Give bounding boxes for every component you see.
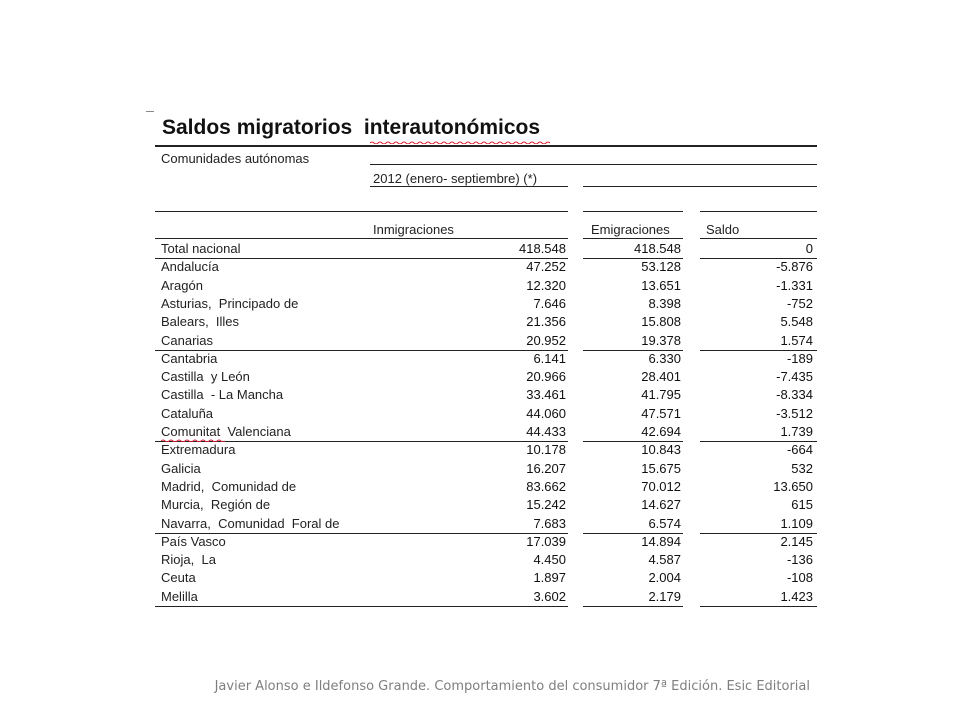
cell-inmigraciones: 1.897 — [533, 570, 566, 586]
row-label: Total nacional — [161, 241, 241, 256]
cell-emigraciones: 14.894 — [641, 533, 681, 549]
cell-emigraciones: 4.587 — [648, 552, 681, 568]
row-label: Ceuta — [161, 570, 196, 586]
cell-saldo: -1.331 — [776, 277, 813, 293]
spellcheck-underline — [370, 141, 550, 144]
cell-saldo: -664 — [786, 442, 813, 458]
cell-emigraciones: 2.179 — [648, 588, 681, 604]
cell-emigraciones: 19.378 — [641, 332, 681, 348]
cell-inmigraciones: 15.242 — [526, 497, 566, 513]
header-rule — [155, 238, 568, 239]
header-rule — [370, 164, 817, 165]
row-label: Aragón — [161, 277, 203, 293]
cell-emigraciones: 14.627 — [641, 497, 681, 513]
cell-inmigraciones: 7.646 — [533, 295, 566, 311]
header-rule — [700, 238, 817, 239]
row-label: Balears, Illes — [161, 314, 240, 330]
header-rule — [370, 186, 568, 187]
cell-emigraciones: 42.694 — [641, 424, 681, 439]
row-label: Galicia — [161, 460, 201, 476]
cell-inmigraciones: 83.662 — [526, 478, 566, 494]
cell-saldo: 1.109 — [780, 515, 813, 531]
cell-saldo: -752 — [786, 295, 813, 311]
cell-inmigraciones: 20.952 — [526, 332, 566, 348]
cell-inmigraciones: 12.320 — [526, 277, 566, 293]
cell-inmigraciones: 6.141 — [533, 350, 566, 366]
cell-inmigraciones: 21.356 — [526, 314, 566, 330]
period-label: 2012 (enero- septiembre) (*) — [373, 171, 538, 186]
cell-saldo: -108 — [786, 570, 813, 586]
row-label: Comunitat Valenciana — [161, 424, 291, 439]
cell-saldo: 1.423 — [780, 588, 813, 604]
spellcheck-underline — [161, 439, 227, 442]
header-rule — [155, 211, 568, 212]
cell-inmigraciones: 17.039 — [526, 533, 566, 549]
cell-emigraciones: 53.128 — [641, 259, 681, 275]
row-label: Cantabria — [161, 350, 218, 366]
cell-inmigraciones: 4.450 — [533, 552, 566, 568]
cell-inmigraciones: 44.433 — [526, 424, 566, 439]
cell-saldo: -8.334 — [776, 387, 813, 403]
cell-inmigraciones: 7.683 — [533, 515, 566, 531]
group-rule — [155, 606, 568, 607]
cell-saldo: 532 — [791, 460, 813, 476]
header-rule — [700, 211, 817, 212]
row-label: País Vasco — [161, 533, 226, 549]
cell-saldo: 615 — [791, 497, 813, 513]
cell-inmigraciones: 20.966 — [526, 369, 566, 385]
row-label: Castilla - La Mancha — [161, 387, 284, 403]
cell-emigraciones: 418.548 — [634, 241, 681, 256]
header-rule — [583, 211, 683, 212]
row-label: Andalucía — [161, 259, 219, 275]
row-label: Navarra, Comunidad Foral de — [161, 515, 340, 531]
row-label: Canarias — [161, 332, 214, 348]
decorative-dash — [146, 111, 154, 112]
cell-emigraciones: 8.398 — [648, 295, 681, 311]
row-label: Cataluña — [161, 405, 214, 421]
cell-emigraciones: 15.808 — [641, 314, 681, 330]
row-label: Murcia, Región de — [161, 497, 271, 513]
cell-inmigraciones: 33.461 — [526, 387, 566, 403]
cell-saldo: 13.650 — [773, 478, 813, 494]
cell-saldo: 0 — [805, 241, 813, 256]
col-header-saldo: Saldo — [706, 222, 740, 237]
cell-saldo: -5.876 — [776, 259, 813, 275]
cell-saldo: 5.548 — [780, 314, 813, 330]
cell-emigraciones: 2.004 — [648, 570, 681, 586]
footer-citation: Javier Alonso e Ildefonso Grande. Comportamiento del consumidor 7ª Edición. Esic Editorial — [214, 679, 810, 694]
cell-emigraciones: 47.571 — [641, 405, 681, 421]
cell-inmigraciones: 10.178 — [526, 442, 566, 458]
col-header-inmigraciones: Inmigraciones — [373, 222, 454, 237]
cell-saldo: -136 — [786, 552, 813, 568]
cell-emigraciones: 15.675 — [641, 460, 681, 476]
cell-inmigraciones: 44.060 — [526, 405, 566, 421]
cell-inmigraciones: 47.252 — [526, 259, 566, 275]
cell-saldo: 1.739 — [780, 424, 813, 439]
header-rule — [155, 145, 817, 147]
cell-emigraciones: 28.401 — [641, 369, 681, 385]
row-label: Rioja, La — [161, 552, 216, 568]
cell-saldo: -3.512 — [776, 405, 813, 421]
cell-emigraciones: 6.574 — [648, 515, 681, 531]
cell-emigraciones: 6.330 — [648, 350, 681, 366]
cell-emigraciones: 13.651 — [641, 277, 681, 293]
header-rule — [583, 186, 817, 187]
cell-saldo: 2.145 — [780, 533, 813, 549]
col-header-emigraciones: Emigraciones — [591, 222, 670, 237]
row-label: Melilla — [161, 588, 198, 604]
row-label: Asturias, Principado de — [161, 295, 299, 311]
cell-saldo: 1.574 — [780, 332, 813, 348]
header-rule — [583, 238, 683, 239]
cell-inmigraciones: 16.207 — [526, 460, 566, 476]
cell-emigraciones: 70.012 — [641, 478, 681, 494]
row-label: Castilla y León — [161, 369, 250, 385]
table-title: Saldos migratorios interautonómicos — [162, 116, 541, 139]
row-label: Madrid, Comunidad de — [161, 478, 297, 494]
cell-emigraciones: 10.843 — [641, 442, 681, 458]
group-rule — [700, 606, 817, 607]
cell-saldo: -189 — [786, 350, 813, 366]
cell-emigraciones: 41.795 — [641, 387, 681, 403]
region-label: Comunidades autónomas — [161, 151, 310, 166]
group-rule — [583, 606, 683, 607]
cell-saldo: -7.435 — [776, 369, 813, 385]
row-label: Extremadura — [161, 442, 236, 458]
cell-inmigraciones: 3.602 — [533, 588, 566, 604]
cell-inmigraciones: 418.548 — [519, 241, 566, 256]
